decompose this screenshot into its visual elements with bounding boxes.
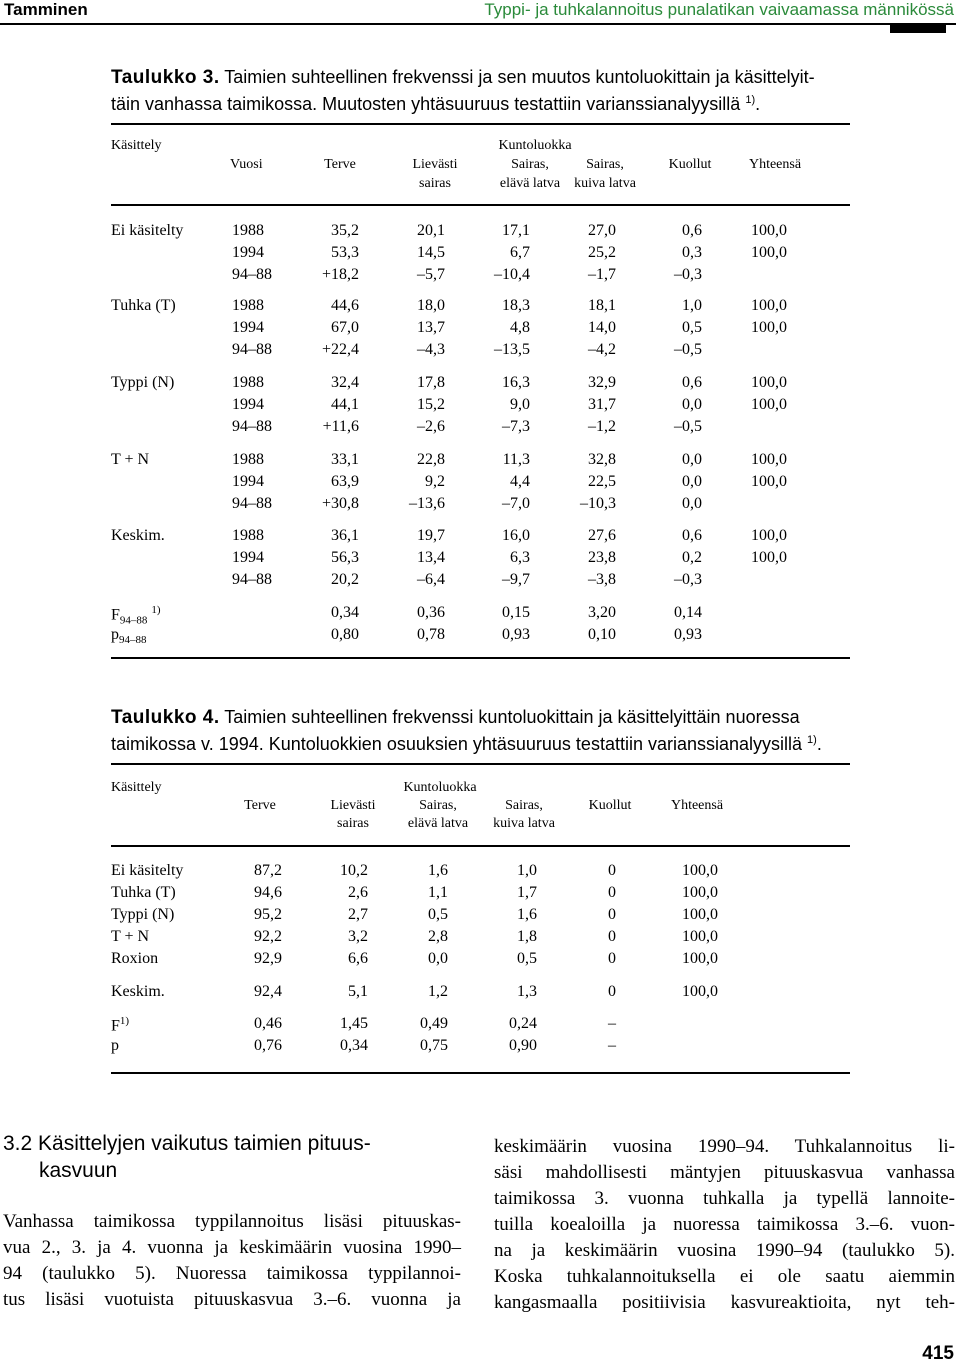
section-number: 3.2 [3,1132,33,1155]
table3-label: Taulukko 3. [111,67,220,88]
table3-value-cell: 100,0 [751,374,787,391]
header-rule [0,23,956,25]
table4-value-cell: 100,0 [682,884,718,901]
section-title-line2: kasvuun [39,1159,118,1182]
table3-value-cell: 0,5 [682,319,702,336]
table3-stat-cell: 0,93 [502,626,530,643]
table4-value-cell: 1,1 [428,884,448,901]
table3-value-cell: 100,0 [751,297,787,314]
table4-value-cell: 2,7 [348,906,368,923]
table4-value-cell: 1,7 [517,884,537,901]
table3-value-cell: 0,6 [682,374,702,391]
table4-caption-line2: taimikossa v. 1994. Kuntoluokkien osuuksien yhtäsuuruus testattiin varianssianalyysillä [111,734,808,754]
header-lievasti: Lievästi [412,157,458,172]
table4-value-cell: 0 [608,950,616,967]
table3-value-cell: +11,6 [322,418,359,435]
table4-row-label: Tuhka (T) [111,884,176,901]
table4-value-cell: 6,6 [348,950,368,967]
table3-year-cell: 1988 [232,374,264,391]
body-text-line: vua 2., 3. ja 4. vuonna ja keskimäärin vuosina 1990– [3,1237,461,1258]
table4-value-cell: 100,0 [682,906,718,923]
table3-value-cell: 36,1 [331,527,359,544]
table3-year-cell: 94–88 [232,341,272,358]
table4-caption-end: . [816,734,822,754]
table4-top-rule [111,763,850,765]
table3-year-cell: 1994 [232,244,264,261]
table3-stat-cell: 0,15 [502,604,530,621]
table3-value-cell: 20,1 [417,222,445,239]
table3-stat-cell: 0,14 [674,604,702,621]
table4-stat-label [111,1037,119,1055]
header-sairas-elava: Sairas, [419,798,457,813]
table3-value-cell: 32,9 [588,374,616,391]
body-text-line: säsi mahdollisesti mäntyjen pituuskasvua vanhassa [494,1162,955,1183]
header-kuollut: Kuollut [668,157,712,172]
header-sairas-kuiva: Sairas, [505,798,543,813]
table3-value-cell: 32,4 [331,374,359,391]
table4-value-cell: 0 [608,906,616,923]
table3-value-cell: 20,2 [331,571,359,588]
table3-value-cell: 56,3 [331,549,359,566]
table4-value-cell: 100,0 [682,928,718,945]
stat-subscript: 94–88 [119,634,147,647]
table3-value-cell: –10,4 [494,266,530,283]
table3-value-cell: 33,1 [331,451,359,468]
table4-row-label: Typpi (N) [111,906,175,923]
table3-year-cell: 94–88 [232,266,272,283]
table4-value-cell: 0 [608,862,616,879]
header-lievasti-2: sairas [337,816,369,831]
table4-mean-cell: 100,0 [682,983,718,1000]
table3-value-cell: 16,0 [502,527,530,544]
table3-value-cell: 0,0 [682,396,702,413]
table3-year-cell: 1988 [232,222,264,239]
header-bar [890,23,946,33]
table3-value-cell: 0,3 [682,244,702,261]
table3-value-cell: 18,0 [417,297,445,314]
table4-value-cell: 0 [608,928,616,945]
table3-year-cell: 94–88 [232,418,272,435]
table3-year-cell: 1988 [232,527,264,544]
body-left-column [3,1209,461,1313]
table3-value-cell: –1,2 [588,418,616,435]
table3-value-cell: 63,9 [331,473,359,490]
table3-value-cell: –9,7 [502,571,530,588]
table4-value-cell: 1,6 [428,862,448,879]
table3-value-cell: 11,3 [502,451,530,468]
table3-value-cell: 13,4 [417,549,445,566]
table4-stat-cell: 1,45 [340,1015,368,1032]
table4-value-cell: 1,0 [517,862,537,879]
table4-row-label: T + N [111,928,150,945]
table3-value-cell: –13,5 [494,341,530,358]
table3-value-cell: 100,0 [751,319,787,336]
table4-stat-cell: – [608,1015,616,1032]
table3-value-cell: –1,7 [588,266,616,283]
running-header-author: Tamminen [4,0,88,19]
table3-stat-label [111,604,161,627]
table3-year-cell: 1994 [232,473,264,490]
table3-top-rule [111,123,850,125]
table3-value-cell: 9,0 [510,396,530,413]
body-text-line: Vanhassa taimikossa typpilannoitus lisäsi pituuskas- [3,1211,461,1232]
table3-value-cell: –0,5 [674,418,702,435]
table3-value-cell: 6,7 [510,244,530,261]
table3-value-cell: 100,0 [751,451,787,468]
table3-value-cell: 53,3 [331,244,359,261]
table4-stat-cell: 0,90 [509,1037,537,1054]
table4-stat-cell: 0,49 [420,1015,448,1032]
table3-value-cell: 100,0 [751,527,787,544]
body-text-line: Koska tuhkalannoituksella ei ole saatu aiemmin [494,1266,955,1287]
table3-value-cell: 27,0 [588,222,616,239]
table3-value-cell: 0,0 [682,495,702,512]
table3-value-cell: 100,0 [751,222,787,239]
table3-value-cell: 25,2 [588,244,616,261]
header-kuntoluokka: Kuntoluokka [498,138,572,153]
table3-value-cell: –0,3 [674,266,702,283]
table3-value-cell: 0,0 [682,451,702,468]
table3-bottom-rule [111,657,850,659]
table3-value-cell: –0,3 [674,571,702,588]
table3-value-cell: –13,6 [409,495,445,512]
table4-value-cell: 1,6 [517,906,537,923]
table4-stat-cell: 0,75 [420,1037,448,1054]
table3-value-cell: 0,6 [682,222,702,239]
table3-value-cell: –4,3 [417,341,445,358]
header-kuollut: Kuollut [588,798,632,813]
table3-year-cell: 1988 [232,451,264,468]
table4-value-cell: 95,2 [254,906,282,923]
table3-value-cell: 18,1 [588,297,616,314]
stat-symbol: F [111,1017,120,1035]
table4-mean-cell: 1,3 [517,983,537,1000]
table4-stat-cell: 0,76 [254,1037,282,1054]
table3-group-label: Typpi (N) [111,374,175,391]
table3-header-rule [111,204,850,206]
header-kasittely: Käsittely [111,780,162,795]
table4-stat-cell: 0,24 [509,1015,537,1032]
table4-stat-cell: – [608,1037,616,1054]
table3-value-cell: 100,0 [751,396,787,413]
header-sairas-elava: Sairas, [511,157,549,172]
table3-value-cell: 67,0 [331,319,359,336]
table3-year-cell: 1994 [232,549,264,566]
header-sairas-kuiva-2: kuiva latva [574,176,636,191]
body-text-line: tuilla koealoilla ja nuoressa taimikossa 3.–6. vuon- [494,1214,955,1235]
body-right-column [494,1134,955,1316]
table3-value-cell: 15,2 [417,396,445,413]
table3-group-label: Ei käsitelty [111,222,184,239]
table4-value-cell: 87,2 [254,862,282,879]
table3-value-cell: 100,0 [751,549,787,566]
table3-year-cell: 1994 [232,319,264,336]
table3-value-cell: –4,2 [588,341,616,358]
table3-value-cell: 32,8 [588,451,616,468]
header-lievasti: Lievästi [330,798,376,813]
table3-value-cell: –7,3 [502,418,530,435]
table3-value-cell: 44,6 [331,297,359,314]
table3-value-cell: 18,3 [502,297,530,314]
table3-stat-cell: 0,10 [588,626,616,643]
table3-caption-end: . [755,94,761,114]
table3-stat-cell: 0,80 [331,626,359,643]
table3-value-cell: 14,5 [417,244,445,261]
table3-value-cell: +22,4 [321,341,359,358]
header-terve: Terve [244,798,276,813]
table3-value-cell: 100,0 [751,244,787,261]
table3-value-cell: 19,7 [417,527,445,544]
table4-header-rule [111,845,850,847]
table4-caption-line1: Taimien suhteellinen frekvenssi kuntoluokittain ja käsittelyittäin nuoressa [219,707,800,727]
stat-subscript: 94–88 [119,614,148,627]
table4-mean-cell: 0 [608,983,616,1000]
table4-value-cell: 3,2 [348,928,368,945]
running-header-title: Typpi- ja tuhkalannoitus punalatikan vaivaamassa männikössä [484,0,954,19]
header-yhteensa: Yhteensä [748,157,802,172]
table3-value-cell: 0,2 [682,549,702,566]
body-text-line: 94 (taulukko 5). Nuoressa taimikossa typpilannoi- [3,1263,461,1284]
table3-value-cell: –3,8 [588,571,616,588]
table4-stat-label [111,1015,129,1035]
table3-value-cell: 44,1 [331,396,359,413]
table3-value-cell: –7,0 [502,495,530,512]
table3-value-cell: +18,2 [321,266,359,283]
table4-row-label: Roxion [111,950,159,967]
table3-group-label: Tuhka (T) [111,297,176,314]
table4-value-cell: 2,6 [348,884,368,901]
table4-mean-cell: 92,4 [254,983,282,1000]
header-sairas-elava-2: elävä latva [499,176,561,191]
table3-year-cell: 94–88 [232,571,272,588]
table3-value-cell: –0,5 [674,341,702,358]
table3-group-label: Keskim. [111,527,165,544]
header-sairas-kuiva: Sairas, [586,157,624,172]
table3-value-cell: +30,8 [321,495,359,512]
table3-value-cell: 9,2 [425,473,445,490]
table3-value-cell: 17,8 [417,374,445,391]
page-number: 415 [922,1343,954,1364]
table3-value-cell: 4,4 [510,473,530,490]
table3-value-cell: 17,1 [502,222,530,239]
table3-year-cell: 94–88 [232,495,272,512]
table4-label: Taulukko 4. [111,707,220,728]
stat-footnote: 1) [119,1015,130,1027]
table4-value-cell: 0 [608,884,616,901]
table4-value-cell: 100,0 [682,950,718,967]
table4-value-cell: 92,9 [254,950,282,967]
body-text-line: tus lisäsi vuotuista pituuskasvua 3.–6. vuonna ja [3,1289,461,1310]
table4-value-cell: 100,0 [682,862,718,879]
header-sairas-kuiva-2: kuiva latva [493,816,555,831]
table3-value-cell: 100,0 [751,473,787,490]
table3-stat-cell: 0,78 [417,626,445,643]
body-text-line: na ja keskimäärin vuosina 1990–94 (taulukko 5). [494,1240,955,1261]
table3-caption [111,66,815,115]
table3-value-cell: –2,6 [417,418,445,435]
table3-stat-label [111,626,147,646]
table3-value-cell: 1,0 [682,297,702,314]
table3-group-label: T + N [111,451,150,468]
table3-year-cell: 1988 [232,297,264,314]
table4-caption [111,706,822,755]
table4-value-cell: 0,5 [428,906,448,923]
table3-stat-cell: 0,93 [674,626,702,643]
table4-bottom-rule [111,1072,850,1074]
table4-stat-cell: 0,46 [254,1015,282,1032]
section-heading [3,1130,371,1184]
header-terve: Terve [324,157,356,172]
stat-symbol: p [111,1037,119,1054]
table4-value-cell: 92,2 [254,928,282,945]
header-vuosi: Vuosi [230,157,263,172]
table3-value-cell: –10,3 [580,495,616,512]
header-sairas-elava-2: elävä latva [407,816,469,831]
body-text-line: kangasmaalla positiivisia kasvureaktioita, nyt teh- [494,1292,955,1313]
table4-value-cell: 94,6 [254,884,282,901]
table3-value-cell: 13,7 [417,319,445,336]
table3-value-cell: 27,6 [588,527,616,544]
stat-symbol: F [111,606,120,624]
section-title-line1: Käsittelyjen vaikutus taimien pituus- [38,1132,371,1155]
table3-value-cell: 22,8 [417,451,445,468]
body-text-line: keskimäärin vuosina 1990–94. Tuhkalannoitus li- [494,1136,955,1157]
table3-value-cell: 0,6 [682,527,702,544]
table4-mean-cell: 5,1 [348,983,368,1000]
header-kasittely: Käsittely [111,138,162,153]
table4-mean-cell: 1,2 [428,983,448,1000]
table3-value-cell: –5,7 [417,266,445,283]
table3-value-cell: 4,8 [510,319,530,336]
table4-value-cell: 0,0 [428,950,448,967]
table4-row-label: Ei käsitelty [111,862,184,879]
table3-value-cell: 14,0 [588,319,616,336]
table4-caption-footnote: 1) [807,734,817,746]
table3-value-cell: 22,5 [588,473,616,490]
table3-value-cell: 35,2 [331,222,359,239]
header-yhteensa: Yhteensä [670,798,724,813]
table3-value-cell: 23,8 [588,549,616,566]
table3-caption-line2: täin vanhassa taimikossa. Muutosten yhtäsuuruus testattiin varianssianalyysillä [111,94,746,114]
table3-stat-cell: 0,34 [331,604,359,621]
table4-value-cell: 2,8 [428,928,448,945]
header-kuntoluokka: Kuntoluokka [403,780,477,795]
table3-year-cell: 1994 [232,396,264,413]
stat-symbol: p [111,626,119,643]
table4-value-cell: 10,2 [340,862,368,879]
table4-mean-label: Keskim. [111,983,165,1000]
table3-value-cell: 0,0 [682,473,702,490]
table4-stat-cell: 0,34 [340,1037,368,1054]
table3-caption-footnote: 1) [745,94,756,106]
stat-footnote: 1) [151,604,161,616]
table4-value-cell: 0,5 [517,950,537,967]
header-lievasti-2: sairas [419,176,451,191]
table3-value-cell: 31,7 [588,396,616,413]
body-text-line: taimikossa 3. vuonna tuhkalla ja typellä lannoite- [494,1188,955,1209]
table3-value-cell: 16,3 [502,374,530,391]
table3-stat-cell: 0,36 [417,604,445,621]
table3-stat-cell: 3,20 [588,604,616,621]
table4-value-cell: 1,8 [517,928,537,945]
table3-value-cell: –6,4 [417,571,445,588]
table3-caption-line1: Taimien suhteellinen frekvenssi ja sen muutos kuntoluokittain ja käsittelyit- [219,67,815,87]
table3-value-cell: 6,3 [510,549,530,566]
